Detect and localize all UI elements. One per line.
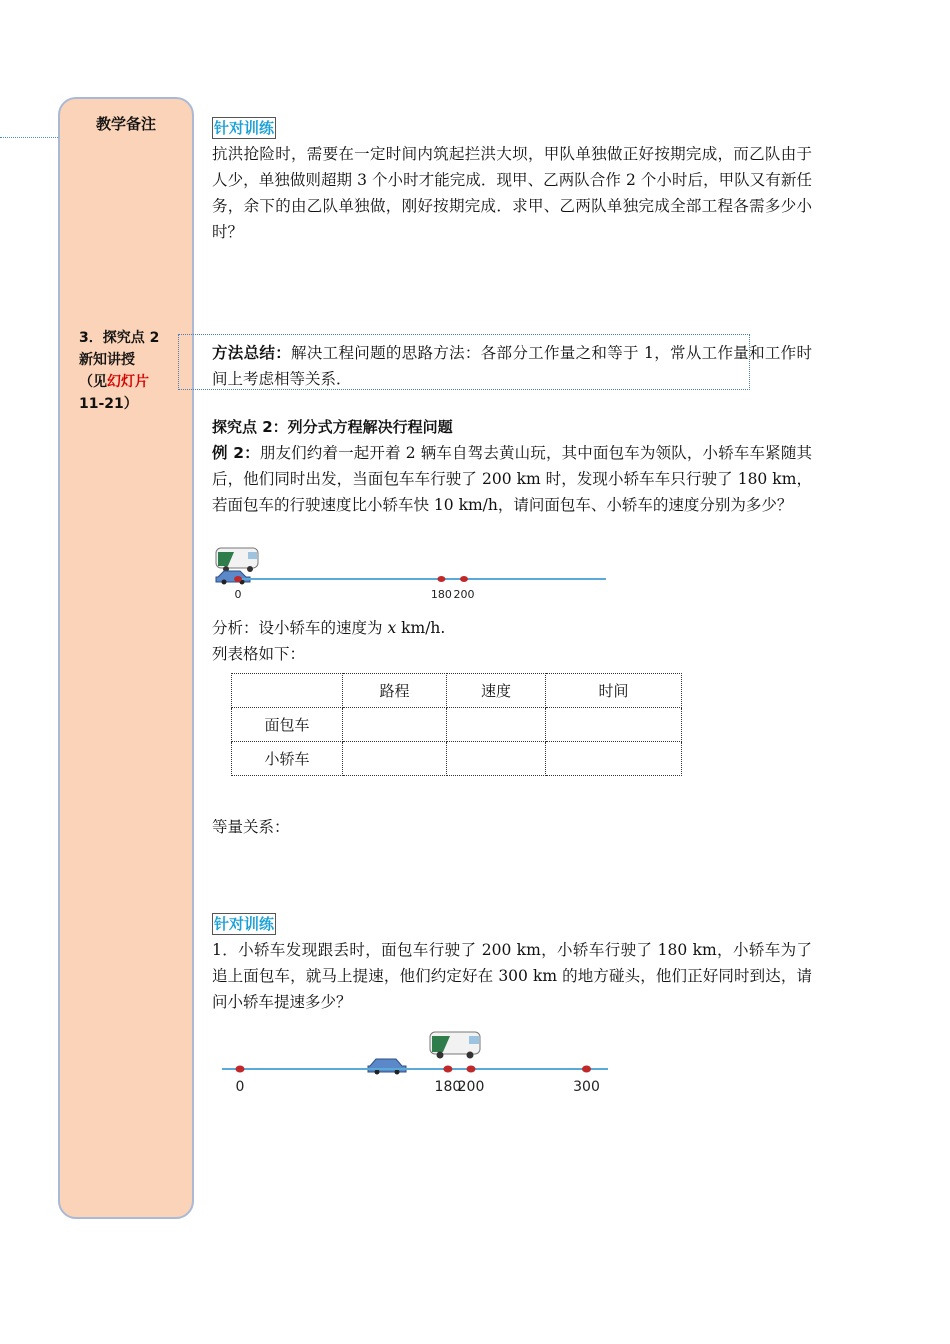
sidebar-note-line3 [79, 371, 189, 393]
van-icon [216, 548, 258, 572]
table-cell [546, 742, 682, 776]
training-label: 针对训练 [214, 119, 275, 137]
sidebar-note-line4 [79, 393, 189, 415]
data-table [231, 673, 682, 776]
table-header-cell: 速度 [447, 674, 546, 708]
note-slides: 幻灯片 [107, 374, 149, 390]
tick-label-300: 300 [573, 1079, 600, 1095]
method-summary [212, 340, 812, 392]
analysis-prefix: 分析：设小轿车的速度为 [212, 619, 388, 637]
table-header-cell [232, 674, 343, 708]
tick-marker-300 [582, 1066, 591, 1073]
analysis [212, 615, 812, 667]
explore-heading: 探究点 2：列分式方程解决行程问题 [212, 418, 453, 436]
equality-label: 等量关系： [212, 818, 290, 836]
example-label: 例 2： [212, 444, 260, 462]
tick-label-180: 180 [430, 588, 452, 601]
table-intro: 列表格如下： [212, 645, 306, 663]
table-cell [343, 708, 447, 742]
tick-marker-180 [437, 576, 445, 582]
number-line-1 [212, 544, 612, 604]
training-label: 针对训练 [214, 915, 275, 933]
sidebar-title: 教学备注 [95, 115, 156, 133]
sidebar-note [79, 327, 189, 415]
equality-relation [212, 814, 812, 840]
training-section-2 [212, 913, 812, 1015]
tick-label-0: 0 [235, 1079, 245, 1095]
sidebar-note-line1: 3．探究点 2 [79, 330, 160, 346]
table-cell [447, 742, 546, 776]
car-icon [368, 1059, 406, 1075]
note-range: 11-21 [79, 396, 124, 412]
summary-label: 方法总结： [212, 344, 292, 362]
van-icon [430, 1032, 480, 1059]
tick-marker-0 [236, 1066, 245, 1073]
training-section-1 [212, 117, 812, 245]
sidebar-note-line2: 新知讲授 [79, 352, 135, 368]
note-suffix: ） [123, 396, 138, 412]
summary-text: 解决工程问题的思路方法：各部分工作量之和等于 1，常从工作量和工作时间上考虑相等关系． [212, 344, 812, 388]
tick-marker-180 [443, 1066, 452, 1073]
tick-marker-0 [234, 576, 242, 582]
table-cell [546, 708, 682, 742]
tick-label-200: 200 [453, 588, 475, 601]
tick-label-0: 0 [234, 588, 242, 601]
table-header-row [232, 674, 682, 708]
table-cell [343, 742, 447, 776]
table-row [232, 708, 682, 742]
tick-label-180: 180 [434, 1079, 462, 1095]
table-cell [447, 708, 546, 742]
tick-marker-200 [467, 1066, 476, 1073]
table-cell: 小轿车 [232, 742, 343, 776]
analysis-var: x [387, 619, 397, 637]
table-header-cell: 路程 [343, 674, 447, 708]
teaching-notes-sidebar [58, 97, 194, 1219]
number-line-2 [218, 1028, 618, 1100]
training-1-text: 抗洪抢险时，需要在一定时间内筑起拦洪大坝，甲队单独做正好按期完成，而乙队由于人少，单独做则超期 3 个小时才能完成．现甲、乙两队合作 2 个小时后，甲队又有新任务，余下的由乙队单独做，刚好按期完成．求甲、乙两队单独完成全部工程各需多少小时？ [212, 145, 812, 241]
explore-point-2 [212, 414, 812, 518]
table-row [232, 742, 682, 776]
note-prefix: （见 [79, 374, 107, 390]
tick-marker-200 [460, 576, 468, 582]
table-header-cell: 时间 [546, 674, 682, 708]
example-text: 朋友们约着一起开着 2 辆车自驾去黄山玩，其中面包车为领队，小轿车车紧随其后，他们同时出发，当面包车车行驶了 200 km 时，发现小轿车车只行驶了 180 km，若面包车的行驶速度比小轿车快 10 km/h，请问面包车、小轿车的速度分别为多少？ [212, 444, 812, 514]
car-icon [216, 571, 250, 585]
training-2-text: 1．小轿车发现跟丢时，面包车行驶了 200 km，小轿车行驶了 180 km，小轿车为了追上面包车，就马上提速，他们约定好在 300 km 的地方碰头，他们正好同时到达，请问小轿车提速多少？ [212, 941, 812, 1011]
table-cell: 面包车 [232, 708, 343, 742]
tick-label-200: 200 [457, 1079, 485, 1095]
analysis-suffix: km/h. [396, 619, 446, 637]
